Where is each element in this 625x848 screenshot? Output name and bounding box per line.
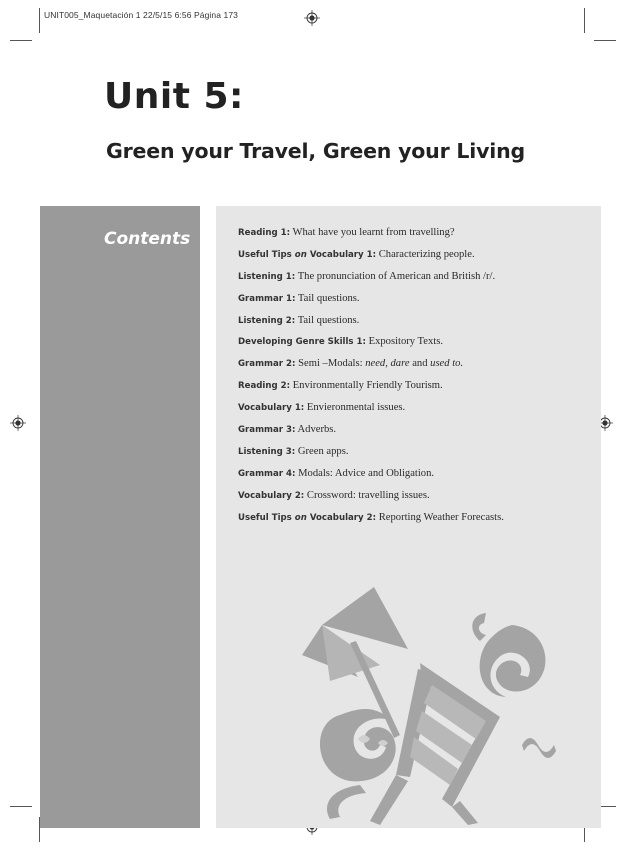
contents-item bbox=[238, 333, 593, 355]
item-text: Adverbs. bbox=[297, 424, 337, 436]
item-text: Modals: Advice and Obligation. bbox=[298, 467, 435, 479]
contents-item bbox=[238, 399, 593, 421]
item-text: Crossword: travelling issues. bbox=[306, 489, 430, 501]
contents-item bbox=[238, 487, 593, 509]
contents-item bbox=[238, 443, 593, 465]
item-text: What have you learnt from travelling? bbox=[292, 227, 455, 238]
item-label: Listening 1: bbox=[238, 271, 296, 282]
crop-mark-top-left-v bbox=[39, 8, 40, 33]
item-text: Characterizing people. bbox=[378, 248, 475, 260]
contents-item bbox=[238, 268, 593, 290]
side-panel bbox=[40, 206, 200, 828]
print-slug: UNIT005_Maquetación 1 22/5/15 6:56 Página 173 bbox=[44, 10, 238, 20]
item-label: Vocabulary 1: bbox=[238, 403, 305, 414]
contents-item bbox=[238, 312, 593, 334]
contents-item bbox=[238, 224, 593, 246]
item-label: Developing Genre Skills 1: bbox=[238, 337, 366, 348]
item-label: Grammar 2: bbox=[238, 359, 296, 370]
item-text: Envieronmental issues. bbox=[306, 402, 406, 414]
crop-mark-bottom-left-h bbox=[10, 806, 32, 807]
item-label: Grammar 4: bbox=[238, 468, 296, 479]
contents-item bbox=[238, 421, 593, 443]
item-text: Expository Texts. bbox=[368, 336, 443, 348]
item-text: Green apps. bbox=[297, 445, 349, 457]
item-label: Reading 2: bbox=[238, 381, 291, 392]
contents-item bbox=[238, 465, 593, 487]
item-label: Grammar 3: bbox=[238, 425, 296, 436]
contents-item bbox=[238, 377, 593, 399]
item-label: Listening 3: bbox=[238, 446, 296, 457]
contents-item bbox=[238, 246, 593, 268]
registration-mark-top-icon bbox=[304, 10, 320, 26]
unit-title: Unit 5: bbox=[104, 76, 244, 117]
contents-list bbox=[238, 224, 593, 530]
item-text: The pronunciation of American and British /r/. bbox=[297, 270, 496, 282]
contents-item bbox=[238, 509, 593, 531]
registration-mark-left-icon bbox=[10, 415, 26, 431]
contents-item bbox=[238, 290, 593, 312]
item-label: Vocabulary 2: bbox=[238, 490, 305, 501]
item-label: Reading 1: bbox=[238, 228, 291, 238]
item-label: Grammar 1: bbox=[238, 293, 296, 304]
beach-chair-illustration-icon bbox=[300, 585, 556, 825]
crop-mark-top-left-h bbox=[10, 40, 32, 41]
item-text: Tail questions. bbox=[297, 292, 360, 304]
item-label: Useful Tips on Vocabulary 1: bbox=[238, 249, 377, 260]
contents-heading: Contents bbox=[104, 229, 191, 249]
unit-subtitle: Green your Travel, Green your Living bbox=[106, 139, 525, 163]
crop-mark-top-right-v bbox=[584, 8, 585, 33]
contents-item bbox=[238, 355, 593, 377]
item-text: Environmentally Friendly Tourism. bbox=[292, 380, 443, 392]
item-label: Listening 2: bbox=[238, 315, 296, 326]
item-text: Semi –Modals: need, dare and used to. bbox=[298, 358, 464, 370]
crop-mark-top-right-h bbox=[594, 40, 616, 41]
item-label: Useful Tips on Vocabulary 2: bbox=[238, 512, 377, 523]
item-text: Reporting Weather Forecasts. bbox=[378, 511, 504, 523]
item-text: Tail questions. bbox=[297, 314, 360, 326]
